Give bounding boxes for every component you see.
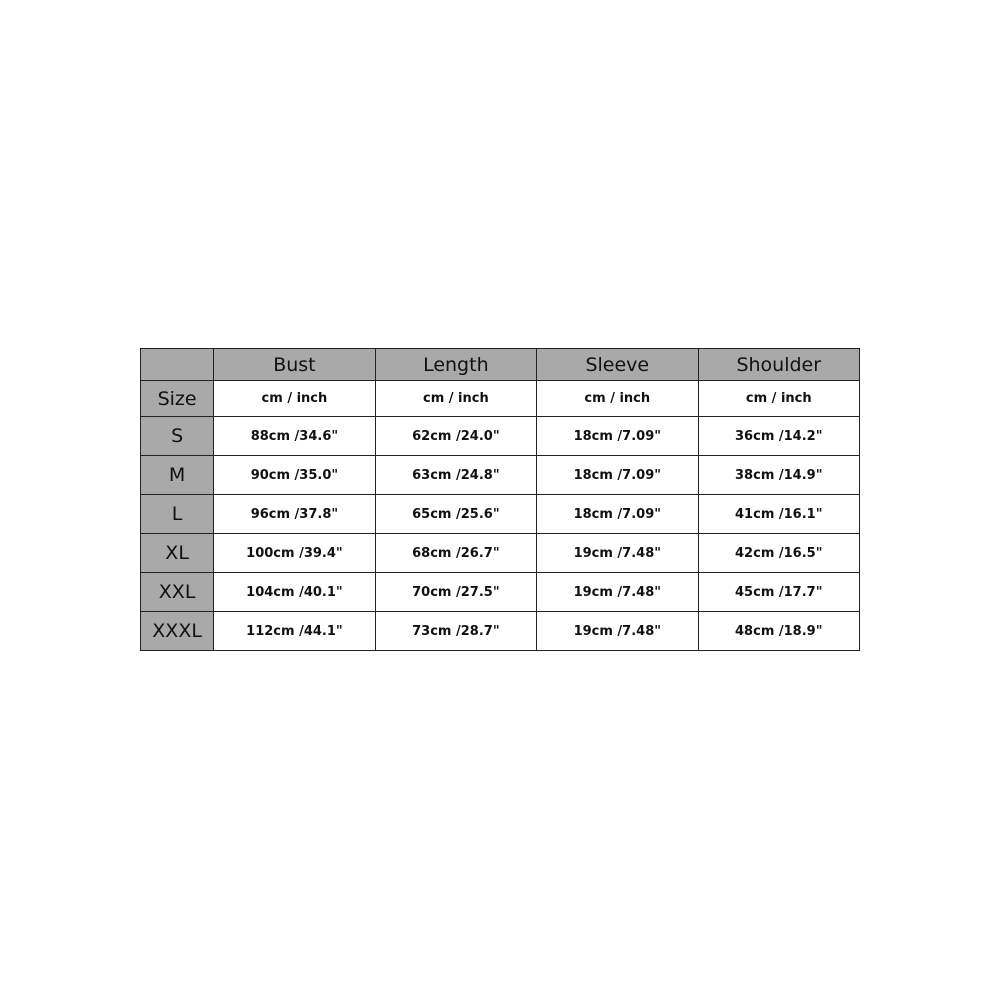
sleeve-value: 18cm /7.09" [537, 495, 698, 534]
corner-cell [141, 349, 214, 381]
size-cell: XXL [141, 573, 214, 612]
header-row [141, 349, 860, 381]
table-row [141, 495, 860, 534]
bust-value: 96cm /37.8" [214, 495, 375, 534]
unit-label-sleeve: cm / inch [537, 381, 698, 417]
sleeve-value: 19cm /7.48" [537, 534, 698, 573]
bust-value: 100cm /39.4" [214, 534, 375, 573]
shoulder-value: 36cm /14.2" [698, 417, 859, 456]
length-value: 65cm /25.6" [375, 495, 536, 534]
column-header-shoulder: Shoulder [698, 349, 859, 381]
unit-label-length: cm / inch [375, 381, 536, 417]
size-cell: XXXL [141, 612, 214, 651]
shoulder-value: 48cm /18.9" [698, 612, 859, 651]
length-value: 62cm /24.0" [375, 417, 536, 456]
bust-value: 104cm /40.1" [214, 573, 375, 612]
size-cell: L [141, 495, 214, 534]
bust-value: 90cm /35.0" [214, 456, 375, 495]
column-header-bust: Bust [214, 349, 375, 381]
shoulder-value: 41cm /16.1" [698, 495, 859, 534]
column-header-sleeve: Sleeve [537, 349, 698, 381]
size-cell: XL [141, 534, 214, 573]
length-value: 70cm /27.5" [375, 573, 536, 612]
bust-value: 112cm /44.1" [214, 612, 375, 651]
size-cell: S [141, 417, 214, 456]
length-value: 63cm /24.8" [375, 456, 536, 495]
bust-value: 88cm /34.6" [214, 417, 375, 456]
unit-row [141, 381, 860, 417]
size-chart-table [140, 348, 860, 651]
unit-label-shoulder: cm / inch [698, 381, 859, 417]
column-header-length: Length [375, 349, 536, 381]
sleeve-value: 18cm /7.09" [537, 417, 698, 456]
unit-label-bust: cm / inch [214, 381, 375, 417]
shoulder-value: 42cm /16.5" [698, 534, 859, 573]
length-value: 68cm /26.7" [375, 534, 536, 573]
size-label: Size [141, 381, 214, 417]
shoulder-value: 38cm /14.9" [698, 456, 859, 495]
table-row [141, 573, 860, 612]
size-cell: M [141, 456, 214, 495]
length-value: 73cm /28.7" [375, 612, 536, 651]
table-row [141, 456, 860, 495]
table-row [141, 417, 860, 456]
shoulder-value: 45cm /17.7" [698, 573, 859, 612]
sleeve-value: 19cm /7.48" [537, 612, 698, 651]
table-row [141, 612, 860, 651]
sleeve-value: 18cm /7.09" [537, 456, 698, 495]
table-row [141, 534, 860, 573]
sleeve-value: 19cm /7.48" [537, 573, 698, 612]
